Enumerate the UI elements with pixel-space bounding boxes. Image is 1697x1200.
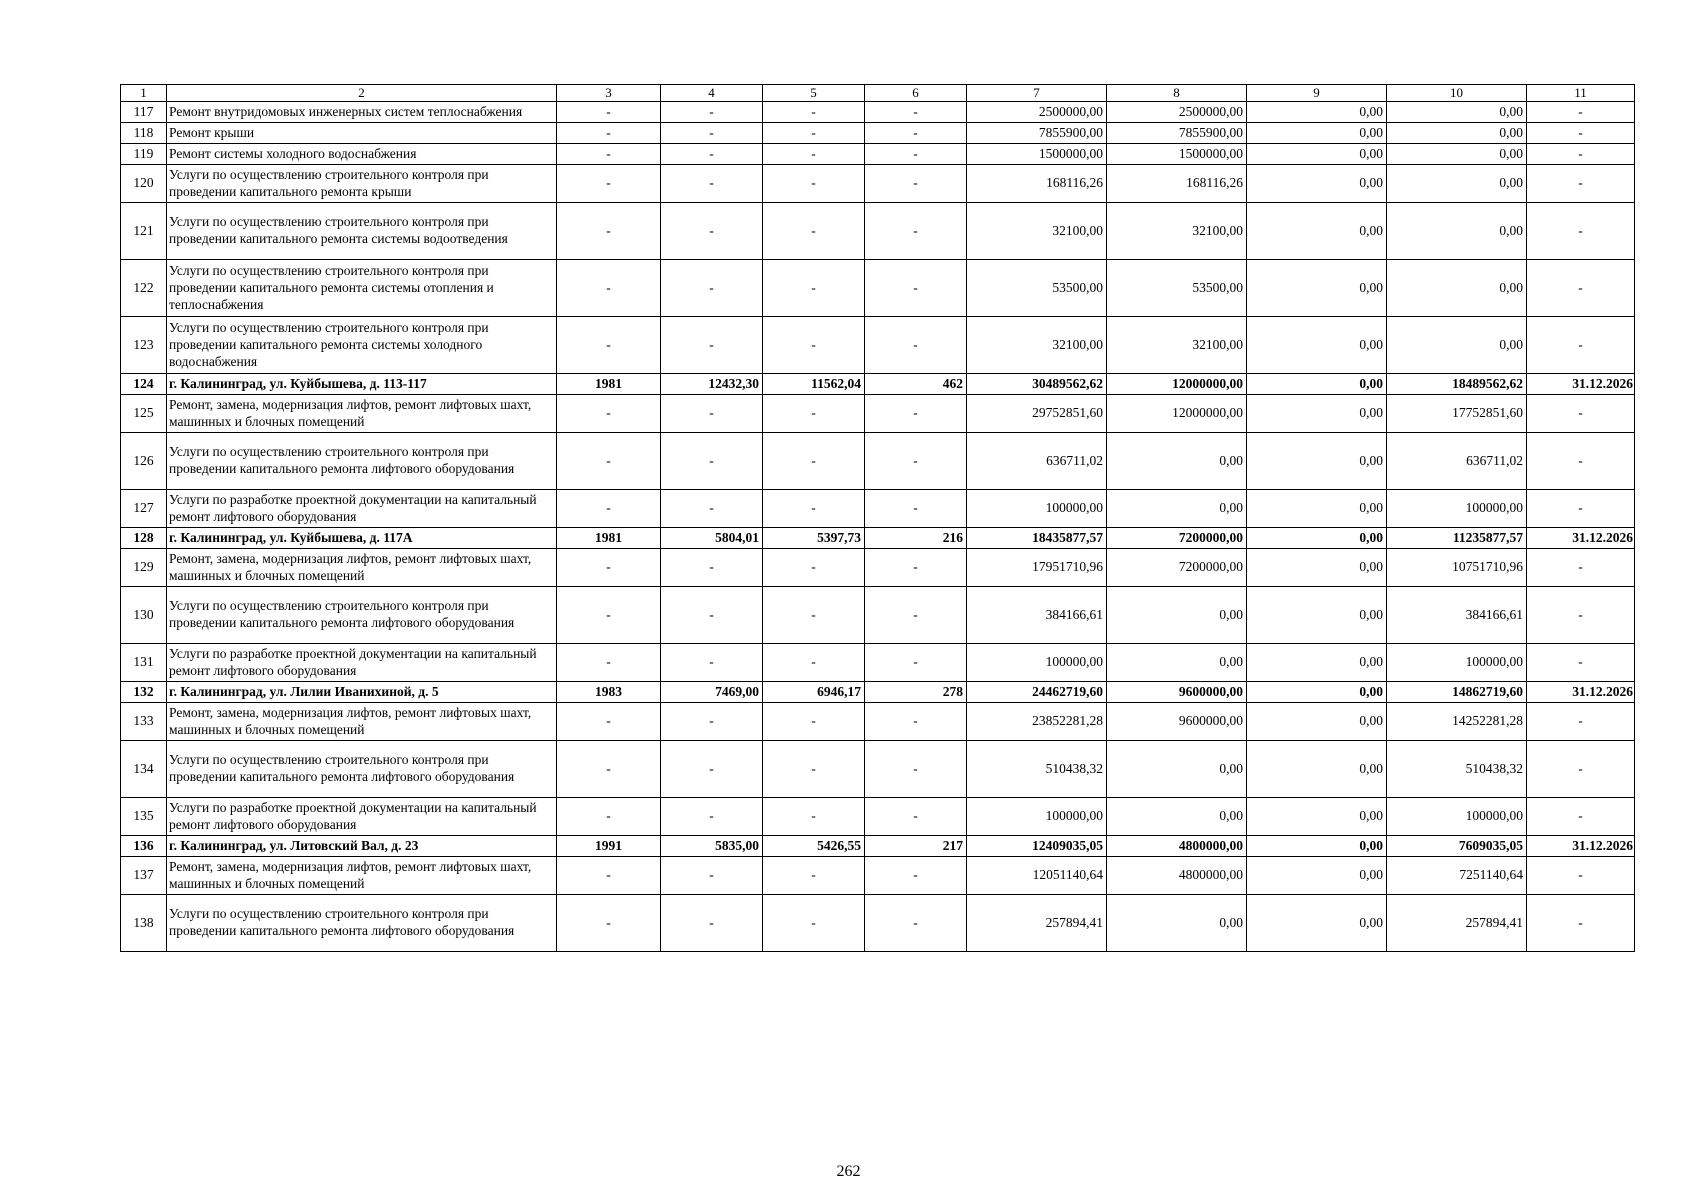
col-4-value: - [661, 317, 763, 374]
col-11-value: - [1527, 102, 1635, 123]
address-row [121, 374, 1635, 395]
col-11-value: - [1527, 644, 1635, 682]
col-6-value: - [865, 260, 967, 317]
col-8-value: 0,00 [1107, 490, 1247, 528]
col-10-value: 14862719,60 [1387, 682, 1527, 703]
row-number: 134 [121, 741, 167, 798]
col-3-value: - [557, 203, 661, 260]
col-3-value: 1981 [557, 528, 661, 549]
col-7-value: 24462719,60 [967, 682, 1107, 703]
col-6-value: - [865, 741, 967, 798]
col-7-value: 257894,41 [967, 895, 1107, 952]
col-5-value: - [763, 395, 865, 433]
table-row [121, 895, 1635, 952]
row-number: 123 [121, 317, 167, 374]
table-body [121, 85, 1635, 952]
col-5-value: - [763, 203, 865, 260]
col-3-value: - [557, 798, 661, 836]
work-name: Услуги по разработке проектной документации на капитальный ремонт лифтового оборудования [167, 644, 557, 682]
row-number: 120 [121, 165, 167, 203]
col-6-value: - [865, 895, 967, 952]
col-7-value: 30489562,62 [967, 374, 1107, 395]
col-11-value: 31.12.2026 [1527, 528, 1635, 549]
col-4-value: - [661, 490, 763, 528]
col-5-value: - [763, 144, 865, 165]
col-6-value: 217 [865, 836, 967, 857]
work-name: Ремонт крыши [167, 123, 557, 144]
col-3-value: - [557, 644, 661, 682]
col-7-value: 1500000,00 [967, 144, 1107, 165]
col-5-value: - [763, 123, 865, 144]
row-number: 128 [121, 528, 167, 549]
col-3-value: - [557, 165, 661, 203]
col-3-value: 1983 [557, 682, 661, 703]
col-6-value: - [865, 123, 967, 144]
header-cell: 8 [1107, 85, 1247, 102]
table-row [121, 123, 1635, 144]
work-name: Услуги по осуществлению строительного контроля при проведении капитального ремонта лифтового оборудования [167, 433, 557, 490]
row-number: 132 [121, 682, 167, 703]
work-name: Ремонт внутридомовых инженерных систем теплоснабжения [167, 102, 557, 123]
col-9-value: 0,00 [1247, 317, 1387, 374]
col-10-value: 0,00 [1387, 144, 1527, 165]
col-7-value: 510438,32 [967, 741, 1107, 798]
col-3-value: - [557, 102, 661, 123]
work-name: г. Калининград, ул. Литовский Вал, д. 23 [167, 836, 557, 857]
col-5-value: - [763, 317, 865, 374]
col-10-value: 11235877,57 [1387, 528, 1527, 549]
col-7-value: 384166,61 [967, 587, 1107, 644]
table-row [121, 798, 1635, 836]
row-number: 121 [121, 203, 167, 260]
col-9-value: 0,00 [1247, 741, 1387, 798]
col-10-value: 384166,61 [1387, 587, 1527, 644]
header-cell: 1 [121, 85, 167, 102]
col-7-value: 18435877,57 [967, 528, 1107, 549]
col-10-value: 0,00 [1387, 102, 1527, 123]
table-row [121, 644, 1635, 682]
col-8-value: 12000000,00 [1107, 395, 1247, 433]
work-name: Ремонт, замена, модернизация лифтов, ремонт лифтовых шахт, машинных и блочных помещений [167, 857, 557, 895]
col-11-value: - [1527, 587, 1635, 644]
table-row [121, 317, 1635, 374]
col-4-value: - [661, 895, 763, 952]
work-name: Услуги по осуществлению строительного контроля при проведении капитального ремонта системы холодного водоснабжения [167, 317, 557, 374]
table-row [121, 260, 1635, 317]
col-7-value: 168116,26 [967, 165, 1107, 203]
table-row [121, 144, 1635, 165]
col-6-value: - [865, 798, 967, 836]
col-8-value: 7200000,00 [1107, 528, 1247, 549]
col-4-value: - [661, 741, 763, 798]
col-6-value: - [865, 203, 967, 260]
col-9-value: 0,00 [1247, 836, 1387, 857]
col-9-value: 0,00 [1247, 374, 1387, 395]
col-9-value: 0,00 [1247, 549, 1387, 587]
col-11-value: - [1527, 395, 1635, 433]
header-cell: 9 [1247, 85, 1387, 102]
col-6-value: 462 [865, 374, 967, 395]
col-5-value: - [763, 260, 865, 317]
col-3-value: - [557, 587, 661, 644]
work-name: Ремонт, замена, модернизация лифтов, ремонт лифтовых шахт, машинных и блочных помещений [167, 395, 557, 433]
work-name: Услуги по разработке проектной документации на капитальный ремонт лифтового оборудования [167, 798, 557, 836]
col-9-value: 0,00 [1247, 144, 1387, 165]
col-8-value: 0,00 [1107, 433, 1247, 490]
col-3-value: - [557, 123, 661, 144]
col-8-value: 0,00 [1107, 798, 1247, 836]
col-11-value: - [1527, 165, 1635, 203]
col-3-value: - [557, 144, 661, 165]
work-name: Услуги по осуществлению строительного контроля при проведении капитального ремонта лифтового оборудования [167, 895, 557, 952]
col-11-value: - [1527, 260, 1635, 317]
col-10-value: 636711,02 [1387, 433, 1527, 490]
table-row [121, 102, 1635, 123]
col-9-value: 0,00 [1247, 895, 1387, 952]
col-9-value: 0,00 [1247, 203, 1387, 260]
col-8-value: 2500000,00 [1107, 102, 1247, 123]
col-11-value: - [1527, 317, 1635, 374]
col-8-value: 32100,00 [1107, 317, 1247, 374]
col-4-value: - [661, 857, 763, 895]
col-7-value: 23852281,28 [967, 703, 1107, 741]
col-3-value: - [557, 895, 661, 952]
col-6-value: 216 [865, 528, 967, 549]
col-5-value: - [763, 102, 865, 123]
col-6-value: - [865, 549, 967, 587]
col-11-value: - [1527, 433, 1635, 490]
col-4-value: - [661, 644, 763, 682]
work-name: Услуги по разработке проектной документации на капитальный ремонт лифтового оборудования [167, 490, 557, 528]
col-5-value: - [763, 490, 865, 528]
row-number: 135 [121, 798, 167, 836]
col-10-value: 100000,00 [1387, 644, 1527, 682]
col-6-value: - [865, 490, 967, 528]
col-7-value: 2500000,00 [967, 102, 1107, 123]
col-9-value: 0,00 [1247, 798, 1387, 836]
col-8-value: 7200000,00 [1107, 549, 1247, 587]
col-6-value: - [865, 102, 967, 123]
header-cell: 3 [557, 85, 661, 102]
col-8-value: 9600000,00 [1107, 682, 1247, 703]
row-number: 136 [121, 836, 167, 857]
row-number: 137 [121, 857, 167, 895]
col-6-value: - [865, 395, 967, 433]
col-5-value: - [763, 433, 865, 490]
col-3-value: - [557, 490, 661, 528]
col-9-value: 0,00 [1247, 644, 1387, 682]
col-10-value: 0,00 [1387, 260, 1527, 317]
table-row [121, 703, 1635, 741]
col-9-value: 0,00 [1247, 165, 1387, 203]
col-10-value: 10751710,96 [1387, 549, 1527, 587]
col-6-value: - [865, 144, 967, 165]
col-8-value: 0,00 [1107, 587, 1247, 644]
col-8-value: 7855900,00 [1107, 123, 1247, 144]
work-name: Ремонт, замена, модернизация лифтов, ремонт лифтовых шахт, машинных и блочных помещений [167, 703, 557, 741]
col-4-value: 5835,00 [661, 836, 763, 857]
col-6-value: - [865, 433, 967, 490]
col-5-value: 5426,55 [763, 836, 865, 857]
col-5-value: - [763, 703, 865, 741]
col-8-value: 0,00 [1107, 895, 1247, 952]
col-9-value: 0,00 [1247, 682, 1387, 703]
col-4-value: - [661, 203, 763, 260]
row-number: 124 [121, 374, 167, 395]
col-4-value: - [661, 144, 763, 165]
col-10-value: 17752851,60 [1387, 395, 1527, 433]
col-10-value: 100000,00 [1387, 798, 1527, 836]
col-7-value: 100000,00 [967, 644, 1107, 682]
col-4-value: - [661, 395, 763, 433]
col-9-value: 0,00 [1247, 703, 1387, 741]
col-4-value: - [661, 703, 763, 741]
table-row [121, 433, 1635, 490]
col-9-value: 0,00 [1247, 587, 1387, 644]
row-number: 138 [121, 895, 167, 952]
col-11-value: - [1527, 895, 1635, 952]
header-cell: 5 [763, 85, 865, 102]
header-cell: 11 [1527, 85, 1635, 102]
header-cell: 2 [167, 85, 557, 102]
col-6-value: - [865, 644, 967, 682]
work-name: Услуги по осуществлению строительного контроля при проведении капитального ремонта системы отопления и теплоснабжения [167, 260, 557, 317]
document-table [120, 84, 1635, 952]
col-6-value: 278 [865, 682, 967, 703]
header-cell: 7 [967, 85, 1107, 102]
row-number: 130 [121, 587, 167, 644]
col-8-value: 1500000,00 [1107, 144, 1247, 165]
col-7-value: 29752851,60 [967, 395, 1107, 433]
col-7-value: 12051140,64 [967, 857, 1107, 895]
table-row [121, 490, 1635, 528]
col-5-value: - [763, 644, 865, 682]
col-5-value: 6946,17 [763, 682, 865, 703]
col-5-value: - [763, 549, 865, 587]
col-7-value: 100000,00 [967, 798, 1107, 836]
work-name: г. Калининград, ул. Куйбышева, д. 117А [167, 528, 557, 549]
col-5-value: - [763, 798, 865, 836]
col-10-value: 0,00 [1387, 203, 1527, 260]
col-3-value: - [557, 549, 661, 587]
row-number: 122 [121, 260, 167, 317]
col-8-value: 4800000,00 [1107, 836, 1247, 857]
col-7-value: 53500,00 [967, 260, 1107, 317]
col-8-value: 4800000,00 [1107, 857, 1247, 895]
col-4-value: 12432,30 [661, 374, 763, 395]
col-10-value: 0,00 [1387, 123, 1527, 144]
col-8-value: 168116,26 [1107, 165, 1247, 203]
col-11-value: - [1527, 798, 1635, 836]
col-9-value: 0,00 [1247, 102, 1387, 123]
table-row [121, 165, 1635, 203]
col-4-value: - [661, 123, 763, 144]
col-5-value: - [763, 165, 865, 203]
col-5-value: 11562,04 [763, 374, 865, 395]
col-4-value: - [661, 260, 763, 317]
col-9-value: 0,00 [1247, 395, 1387, 433]
col-10-value: 100000,00 [1387, 490, 1527, 528]
col-5-value: - [763, 741, 865, 798]
col-11-value: - [1527, 549, 1635, 587]
col-5-value: 5397,73 [763, 528, 865, 549]
col-8-value: 0,00 [1107, 644, 1247, 682]
row-number: 127 [121, 490, 167, 528]
col-3-value: - [557, 317, 661, 374]
col-3-value: - [557, 433, 661, 490]
table-row [121, 741, 1635, 798]
col-10-value: 257894,41 [1387, 895, 1527, 952]
work-name: г. Калининград, ул. Куйбышева, д. 113-117 [167, 374, 557, 395]
col-11-value: - [1527, 203, 1635, 260]
col-10-value: 510438,32 [1387, 741, 1527, 798]
row-number: 129 [121, 549, 167, 587]
col-8-value: 12000000,00 [1107, 374, 1247, 395]
col-3-value: - [557, 703, 661, 741]
col-5-value: - [763, 895, 865, 952]
col-6-value: - [865, 587, 967, 644]
col-6-value: - [865, 857, 967, 895]
col-10-value: 14252281,28 [1387, 703, 1527, 741]
col-3-value: 1991 [557, 836, 661, 857]
address-row [121, 682, 1635, 703]
table-row [121, 395, 1635, 433]
row-number: 126 [121, 433, 167, 490]
col-4-value: - [661, 102, 763, 123]
col-6-value: - [865, 165, 967, 203]
col-9-value: 0,00 [1247, 857, 1387, 895]
col-8-value: 53500,00 [1107, 260, 1247, 317]
header-cell: 10 [1387, 85, 1527, 102]
col-4-value: - [661, 433, 763, 490]
col-11-value: - [1527, 741, 1635, 798]
col-4-value: - [661, 587, 763, 644]
col-10-value: 7251140,64 [1387, 857, 1527, 895]
header-cell: 6 [865, 85, 967, 102]
col-7-value: 32100,00 [967, 203, 1107, 260]
col-8-value: 32100,00 [1107, 203, 1247, 260]
col-7-value: 636711,02 [967, 433, 1107, 490]
row-number: 125 [121, 395, 167, 433]
col-11-value: - [1527, 490, 1635, 528]
col-3-value: - [557, 857, 661, 895]
col-6-value: - [865, 317, 967, 374]
col-4-value: 5804,01 [661, 528, 763, 549]
col-7-value: 17951710,96 [967, 549, 1107, 587]
col-11-value: 31.12.2026 [1527, 374, 1635, 395]
col-10-value: 18489562,62 [1387, 374, 1527, 395]
col-3-value: 1981 [557, 374, 661, 395]
row-number: 118 [121, 123, 167, 144]
row-number: 119 [121, 144, 167, 165]
work-name: Услуги по осуществлению строительного контроля при проведении капитального ремонта крыши [167, 165, 557, 203]
header-row [121, 85, 1635, 102]
col-10-value: 7609035,05 [1387, 836, 1527, 857]
col-11-value: - [1527, 123, 1635, 144]
col-11-value: - [1527, 857, 1635, 895]
col-8-value: 0,00 [1107, 741, 1247, 798]
row-number: 131 [121, 644, 167, 682]
table-row [121, 857, 1635, 895]
col-5-value: - [763, 857, 865, 895]
work-name: Услуги по осуществлению строительного контроля при проведении капитального ремонта лифтового оборудования [167, 741, 557, 798]
table-row [121, 587, 1635, 644]
col-10-value: 0,00 [1387, 317, 1527, 374]
page-number: 262 [836, 1163, 861, 1180]
col-6-value: - [865, 703, 967, 741]
col-7-value: 7855900,00 [967, 123, 1107, 144]
col-10-value: 0,00 [1387, 165, 1527, 203]
col-8-value: 9600000,00 [1107, 703, 1247, 741]
col-5-value: - [763, 587, 865, 644]
col-4-value: - [661, 165, 763, 203]
col-7-value: 32100,00 [967, 317, 1107, 374]
col-11-value: - [1527, 144, 1635, 165]
col-9-value: 0,00 [1247, 490, 1387, 528]
work-name: Ремонт, замена, модернизация лифтов, ремонт лифтовых шахт, машинных и блочных помещений [167, 549, 557, 587]
col-9-value: 0,00 [1247, 260, 1387, 317]
col-4-value: - [661, 798, 763, 836]
col-3-value: - [557, 260, 661, 317]
col-4-value: - [661, 549, 763, 587]
col-4-value: 7469,00 [661, 682, 763, 703]
col-11-value: 31.12.2026 [1527, 682, 1635, 703]
col-11-value: - [1527, 703, 1635, 741]
work-name: г. Калининград, ул. Лилии Иванихиной, д. 5 [167, 682, 557, 703]
col-7-value: 100000,00 [967, 490, 1107, 528]
col-3-value: - [557, 395, 661, 433]
work-name: Ремонт системы холодного водоснабжения [167, 144, 557, 165]
table-row [121, 203, 1635, 260]
col-9-value: 0,00 [1247, 433, 1387, 490]
col-7-value: 12409035,05 [967, 836, 1107, 857]
col-9-value: 0,00 [1247, 528, 1387, 549]
header-cell: 4 [661, 85, 763, 102]
col-9-value: 0,00 [1247, 123, 1387, 144]
col-3-value: - [557, 741, 661, 798]
col-11-value: 31.12.2026 [1527, 836, 1635, 857]
address-row [121, 836, 1635, 857]
work-name: Услуги по осуществлению строительного контроля при проведении капитального ремонта лифтового оборудования [167, 587, 557, 644]
row-number: 117 [121, 102, 167, 123]
work-name: Услуги по осуществлению строительного контроля при проведении капитального ремонта системы водоотведения [167, 203, 557, 260]
table-row [121, 549, 1635, 587]
row-number: 133 [121, 703, 167, 741]
address-row [121, 528, 1635, 549]
